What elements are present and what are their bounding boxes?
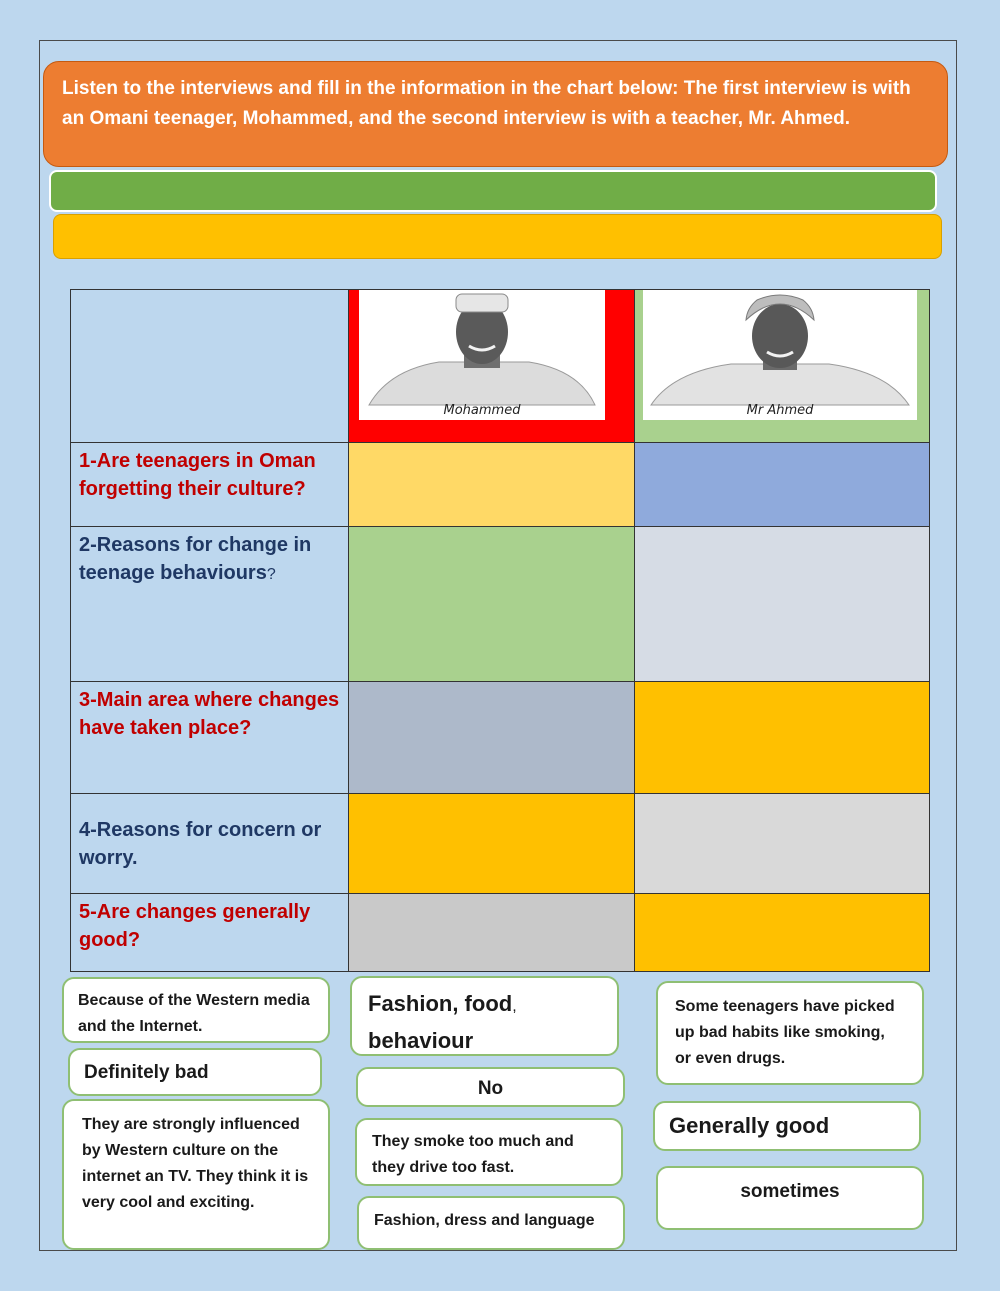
answer-drop-mohammed-3[interactable] <box>349 682 635 794</box>
yellow-banner <box>53 214 942 259</box>
header-empty-cell <box>71 290 349 443</box>
instructions-text: Listen to the interviews and fill in the information in the chart below: The first interview is with an Omani teenager, Mohammed, and the second interview is with a teacher, Mr. Ahmed. <box>62 78 911 129</box>
question-5-text: 5-Are changes generally good? <box>79 901 311 951</box>
ahmed-portrait-image <box>643 290 917 420</box>
answer-drop-ahmed-3[interactable] <box>635 682 930 794</box>
question-5 <box>71 894 349 972</box>
answer-card-fashion-food-behaviour[interactable] <box>350 976 619 1056</box>
question-2 <box>71 527 349 682</box>
answer-card-text: Generally good <box>669 1113 830 1138</box>
answer-card-text: They smoke too much and they drive too fast. <box>372 1133 574 1176</box>
ahmed-photo-cell <box>635 290 930 443</box>
answer-drop-ahmed-5[interactable] <box>635 894 930 972</box>
ahmed-caption: Mr Ahmed <box>746 403 814 418</box>
ahmed-photo <box>643 290 917 420</box>
answer-card-definitely-bad[interactable] <box>68 1048 322 1096</box>
mohammed-portrait-image <box>359 290 605 420</box>
answer-drop-ahmed-4[interactable] <box>635 794 930 894</box>
question-1 <box>71 443 349 527</box>
answer-card-smoke-drive[interactable] <box>355 1118 623 1186</box>
mohammed-photo <box>359 290 605 420</box>
mohammed-caption: Mohammed <box>443 403 521 418</box>
answer-card-generally-good[interactable] <box>653 1101 921 1151</box>
answer-drop-mohammed-4[interactable] <box>349 794 635 894</box>
interview-chart <box>70 289 930 972</box>
question-3-text: 3-Main area where changes have taken place? <box>79 689 340 739</box>
question-4-text: 4-Reasons for concern or worry. <box>79 818 322 869</box>
answer-card-text: Some teenagers have picked up bad habits like smoking, or even drugs. <box>675 998 895 1067</box>
answer-drop-mohammed-5[interactable] <box>349 894 635 972</box>
answer-card-sometimes[interactable] <box>656 1166 924 1230</box>
answer-card-text: They are strongly influenced by Western culture on the internet an TV. They think it is very cool and exciting. <box>82 1116 309 1211</box>
answer-card-bad-habits[interactable] <box>656 981 924 1085</box>
green-banner <box>49 170 937 212</box>
answer-drop-ahmed-1[interactable] <box>635 443 930 527</box>
answer-card-text: Because of the Western media and the Internet. <box>78 992 310 1035</box>
answer-card-no[interactable] <box>356 1067 625 1107</box>
answer-drop-mohammed-1[interactable] <box>349 443 635 527</box>
answer-card-text: Fashion, dress and language <box>374 1212 595 1229</box>
answer-card-western-media[interactable] <box>62 977 330 1043</box>
answer-card-text-line2: behaviour <box>368 1028 474 1053</box>
answer-card-fashion-dress-language[interactable] <box>357 1196 625 1250</box>
answer-card-text: No <box>477 1078 504 1099</box>
question-2-mark: ? <box>266 566 276 583</box>
answer-drop-mohammed-2[interactable] <box>349 527 635 682</box>
instructions-box <box>43 61 948 167</box>
mohammed-photo-frame <box>349 290 634 442</box>
question-2-text: 2-Reasons for change in teenage behaviours <box>79 534 312 584</box>
answer-card-text: sometimes <box>740 1181 840 1202</box>
answer-card-text: Fashion, food <box>368 991 513 1016</box>
answer-card-strongly-influenced[interactable] <box>62 1099 330 1250</box>
answer-drop-ahmed-2[interactable] <box>635 527 930 682</box>
answer-card-comma: , <box>512 998 517 1015</box>
question-3 <box>71 682 349 794</box>
question-4 <box>71 794 349 894</box>
mohammed-photo-cell <box>349 290 635 443</box>
answer-card-text: Definitely bad <box>84 1062 209 1083</box>
ahmed-photo-frame <box>635 290 929 442</box>
question-1-text: 1-Are teenagers in Oman forgetting their culture? <box>79 450 316 500</box>
